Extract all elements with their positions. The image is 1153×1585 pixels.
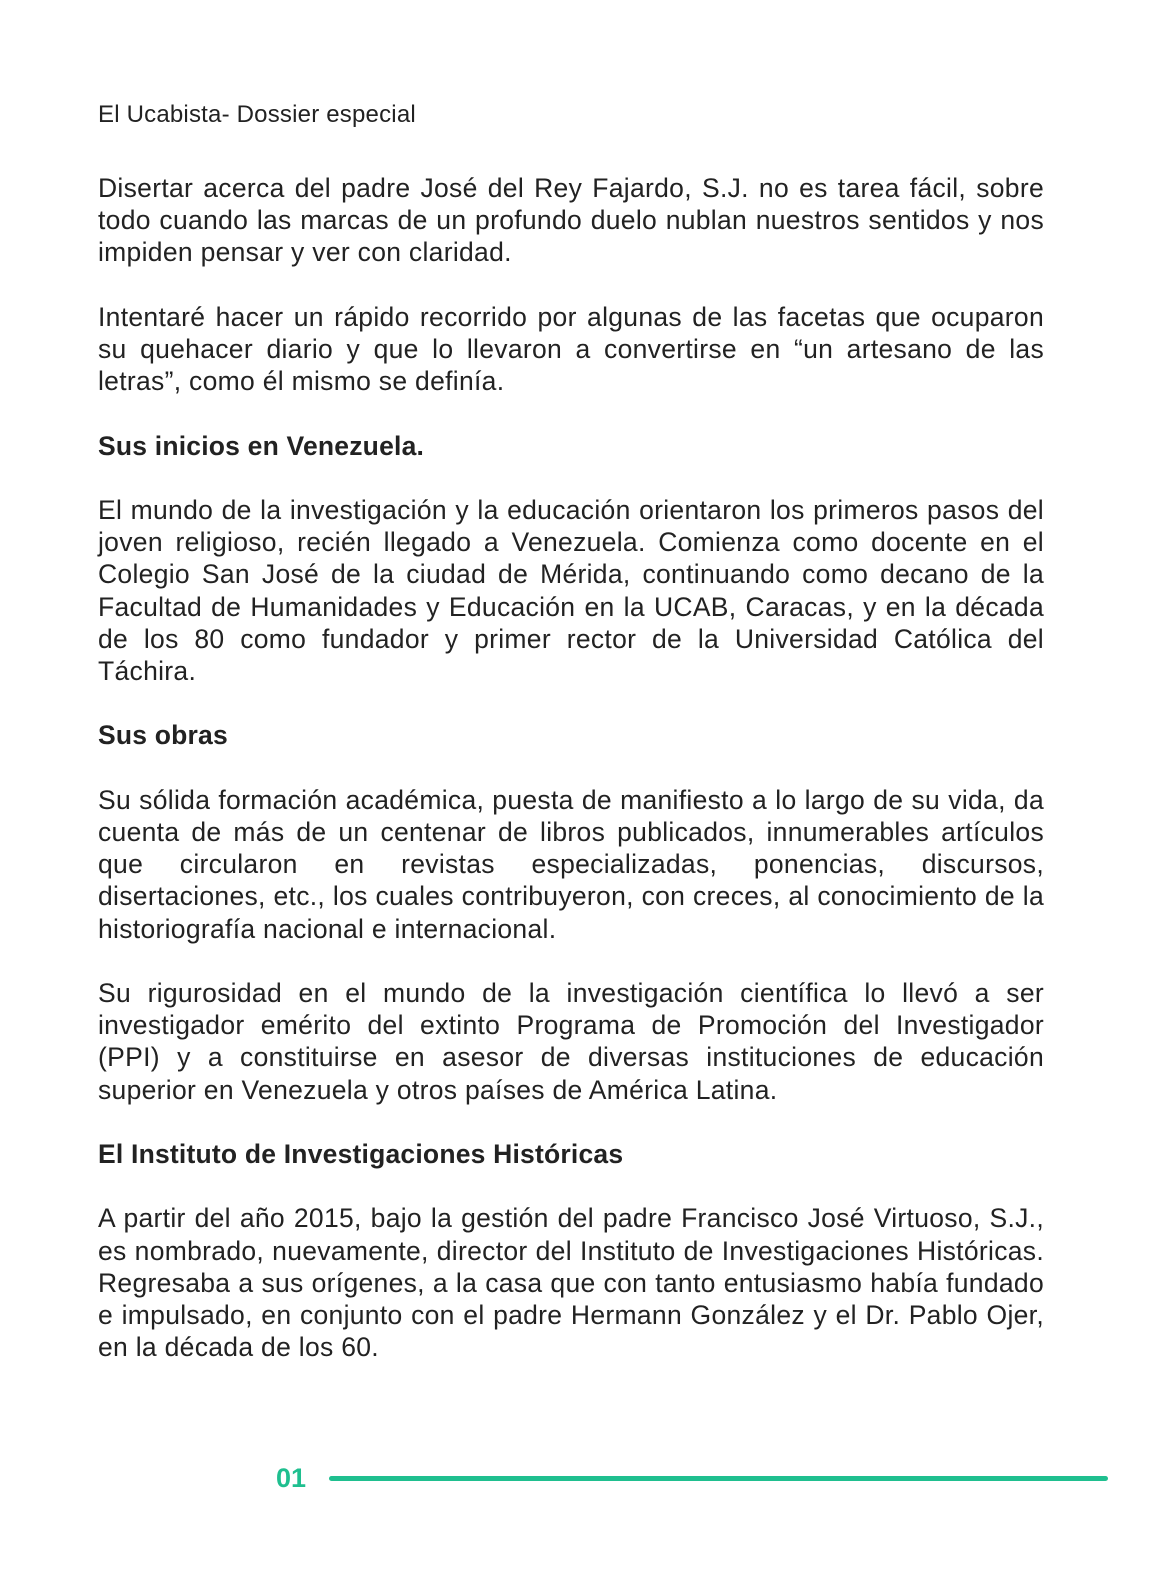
paragraph-beginnings: El mundo de la investigación y la educación orientaron los primeros pasos del joven religioso, recién llegado a Venezuela. Comienza como docente en el Colegio San José de la ciudad de Mérida, continuando como decano de la Facultad de Humanidades y Educación en la UCAB, Caracas, y en la década de los 80 como fundador y primer rector de la Universidad Católica del Táchira. — [98, 494, 1044, 686]
paragraph-institute: A partir del año 2015, bajo la gestión del padre Francisco José Virtuoso, S.J., es nombrado, nuevamente, director del Instituto de Investigaciones Históricas. Regresaba a sus orígenes, a la casa que con tanto entusiasmo había fundado e impulsado, en conjunto con el padre Hermann González y el Dr. Pablo Ojer, en la década de los 60. — [98, 1203, 1044, 1363]
section-heading-works: Sus obras — [98, 720, 228, 751]
paragraph-intro: Disertar acerca del padre José del Rey Fajardo, S.J. no es tarea fácil, sobre todo cuando las marcas de un profundo duelo nublan nuestros sentidos y nos impiden pensar y ver con claridad. — [98, 173, 1044, 268]
page-number: 01 — [276, 1463, 307, 1493]
footer-rule — [329, 1476, 1108, 1481]
running-header: El Ucabista- Dossier especial — [98, 101, 416, 128]
paragraph-research: Su rigurosidad en el mundo de la investigación científica lo llevó a ser investigador emérito del extinto Programa de Promoción del Investigador (PPI) y a constituirse en asesor de diversas instituciones de educación superior en Venezuela y otros países de América Latina. — [98, 977, 1044, 1105]
paragraph-overview: Intentaré hacer un rápido recorrido por algunas de las facetas que ocuparon su quehacer diario y que lo llevaron a convertirse en “un artesano de las letras”, como él mismo se definía. — [98, 301, 1044, 397]
section-heading-beginnings: Sus inicios en Venezuela. — [98, 430, 425, 461]
paragraph-works: Su sólida formación académica, puesta de manifiesto a lo largo de su vida, da cuenta de más de un centenar de libros publicados, innumerables artículos que circularon en revistas especializadas, ponencias, discursos, disertaciones, etc., los cuales contribuyeron, con creces, al conocimiento de la historiografía nacional e internacional. — [98, 784, 1044, 944]
section-heading-institute: El Instituto de Investigaciones Históricas — [98, 1138, 624, 1169]
article-body — [98, 172, 1044, 1363]
